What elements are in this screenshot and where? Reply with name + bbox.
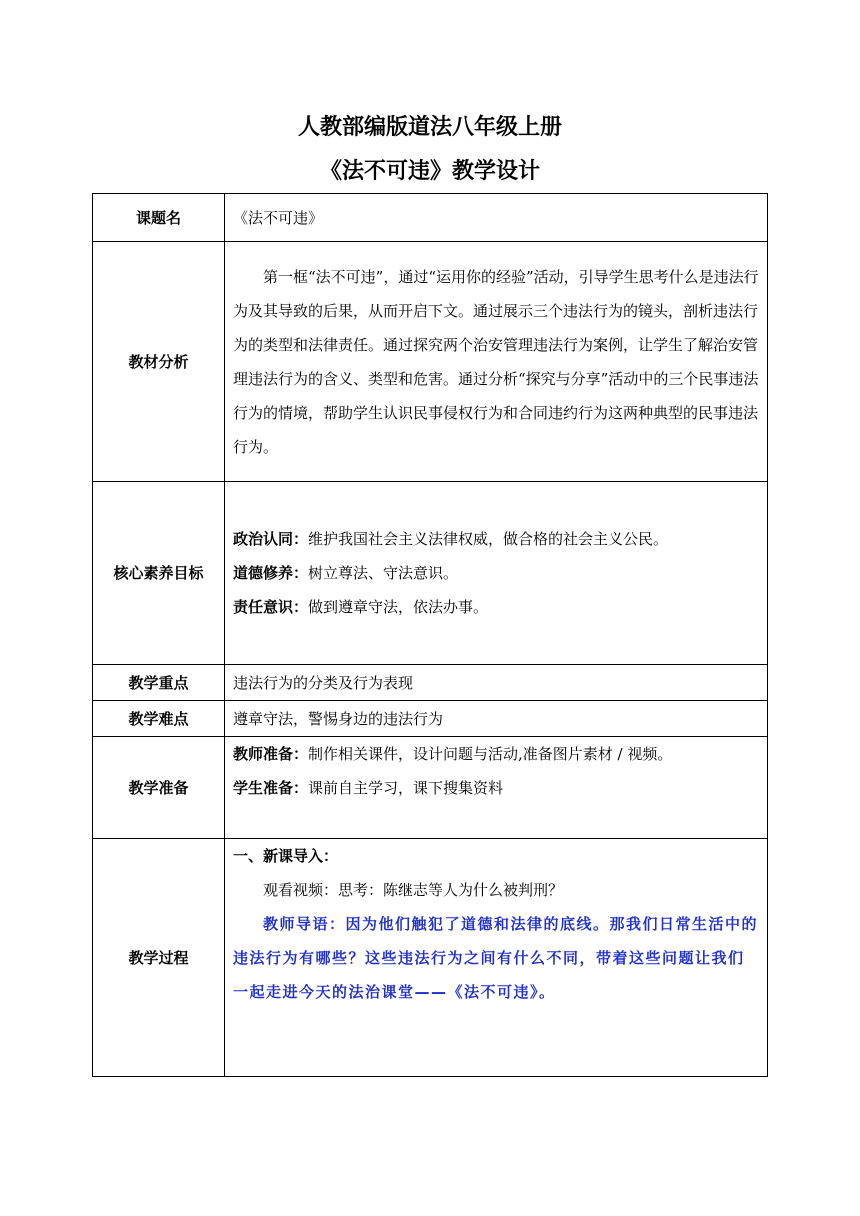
key-point-value: 违法行为的分类及行为表现 bbox=[225, 665, 768, 701]
teacher-guide-text: 教师导语：因为他们触犯了道德和法律的底线。那我们日常生活中的违法行为有哪些？这些违法行为之间有什么不同，带着这些问题让我们一起走进今天的法治课堂——《法不可违》。 bbox=[233, 915, 759, 1001]
process-heading: 一、新课导入： bbox=[233, 847, 339, 865]
row-label-process: 教学过程 bbox=[93, 839, 225, 1077]
preparation-item: 学生准备：课前自主学习，课下搜集资料 bbox=[233, 779, 504, 797]
row-label-analysis: 教材分析 bbox=[93, 242, 225, 482]
row-label-topic: 课题名 bbox=[93, 194, 225, 242]
row-label-key-point: 教学重点 bbox=[93, 665, 225, 701]
table-row bbox=[93, 242, 768, 482]
table-row bbox=[93, 839, 768, 1077]
analysis-text: 第一框“法不可违”，通过“运用你的经验”活动，引导学生思考什么是违法行为及其导致的后果，从而开启下文。通过展示三个违法行为的镜头，剖析违法行为的类型和法律责任。通过探究两个治安管理违法行为案例，让学生了解治安管理违法行为的含义、类型和危害。通过分析“探究与分享”活动中的三个民事违法行为的情境，帮助学生认识民事侵权行为和合同违约行为这两种典型的民事违法行为。 bbox=[233, 267, 759, 456]
table-row bbox=[93, 737, 768, 839]
row-label-difficulty: 教学难点 bbox=[93, 701, 225, 737]
row-label-preparation: 教学准备 bbox=[93, 737, 225, 839]
row-label-literacy: 核心素养目标 bbox=[93, 482, 225, 665]
process-line: 观看视频：思考：陈继志等人为什么被判刑？ bbox=[263, 881, 564, 899]
table-row bbox=[93, 194, 768, 242]
literacy-item: 责任意识：做到遵章守法，依法办事。 bbox=[233, 598, 489, 616]
topic-value: 《法不可违》 bbox=[225, 194, 768, 242]
literacy-item: 道德修养：树立尊法、守法意识。 bbox=[233, 564, 459, 582]
lesson-plan-table bbox=[92, 193, 768, 1077]
analysis-cell bbox=[225, 242, 768, 482]
document-title: 人教部编版道法八年级上册 bbox=[297, 114, 562, 140]
difficulty-value: 遵章守法，警惕身边的违法行为 bbox=[225, 701, 768, 737]
literacy-cell bbox=[225, 482, 768, 665]
process-cell bbox=[225, 839, 768, 1077]
table-row bbox=[93, 665, 768, 701]
preparation-cell bbox=[225, 737, 768, 839]
preparation-item: 教师准备：制作相关课件，设计问题与活动,准备图片素材 / 视频。 bbox=[233, 745, 673, 763]
table-row bbox=[93, 482, 768, 665]
document-subtitle: 《法不可违》教学设计 bbox=[319, 158, 540, 184]
table-row bbox=[93, 701, 768, 737]
literacy-item: 政治认同：维护我国社会主义法律权威，做合格的社会主义公民。 bbox=[233, 530, 669, 548]
